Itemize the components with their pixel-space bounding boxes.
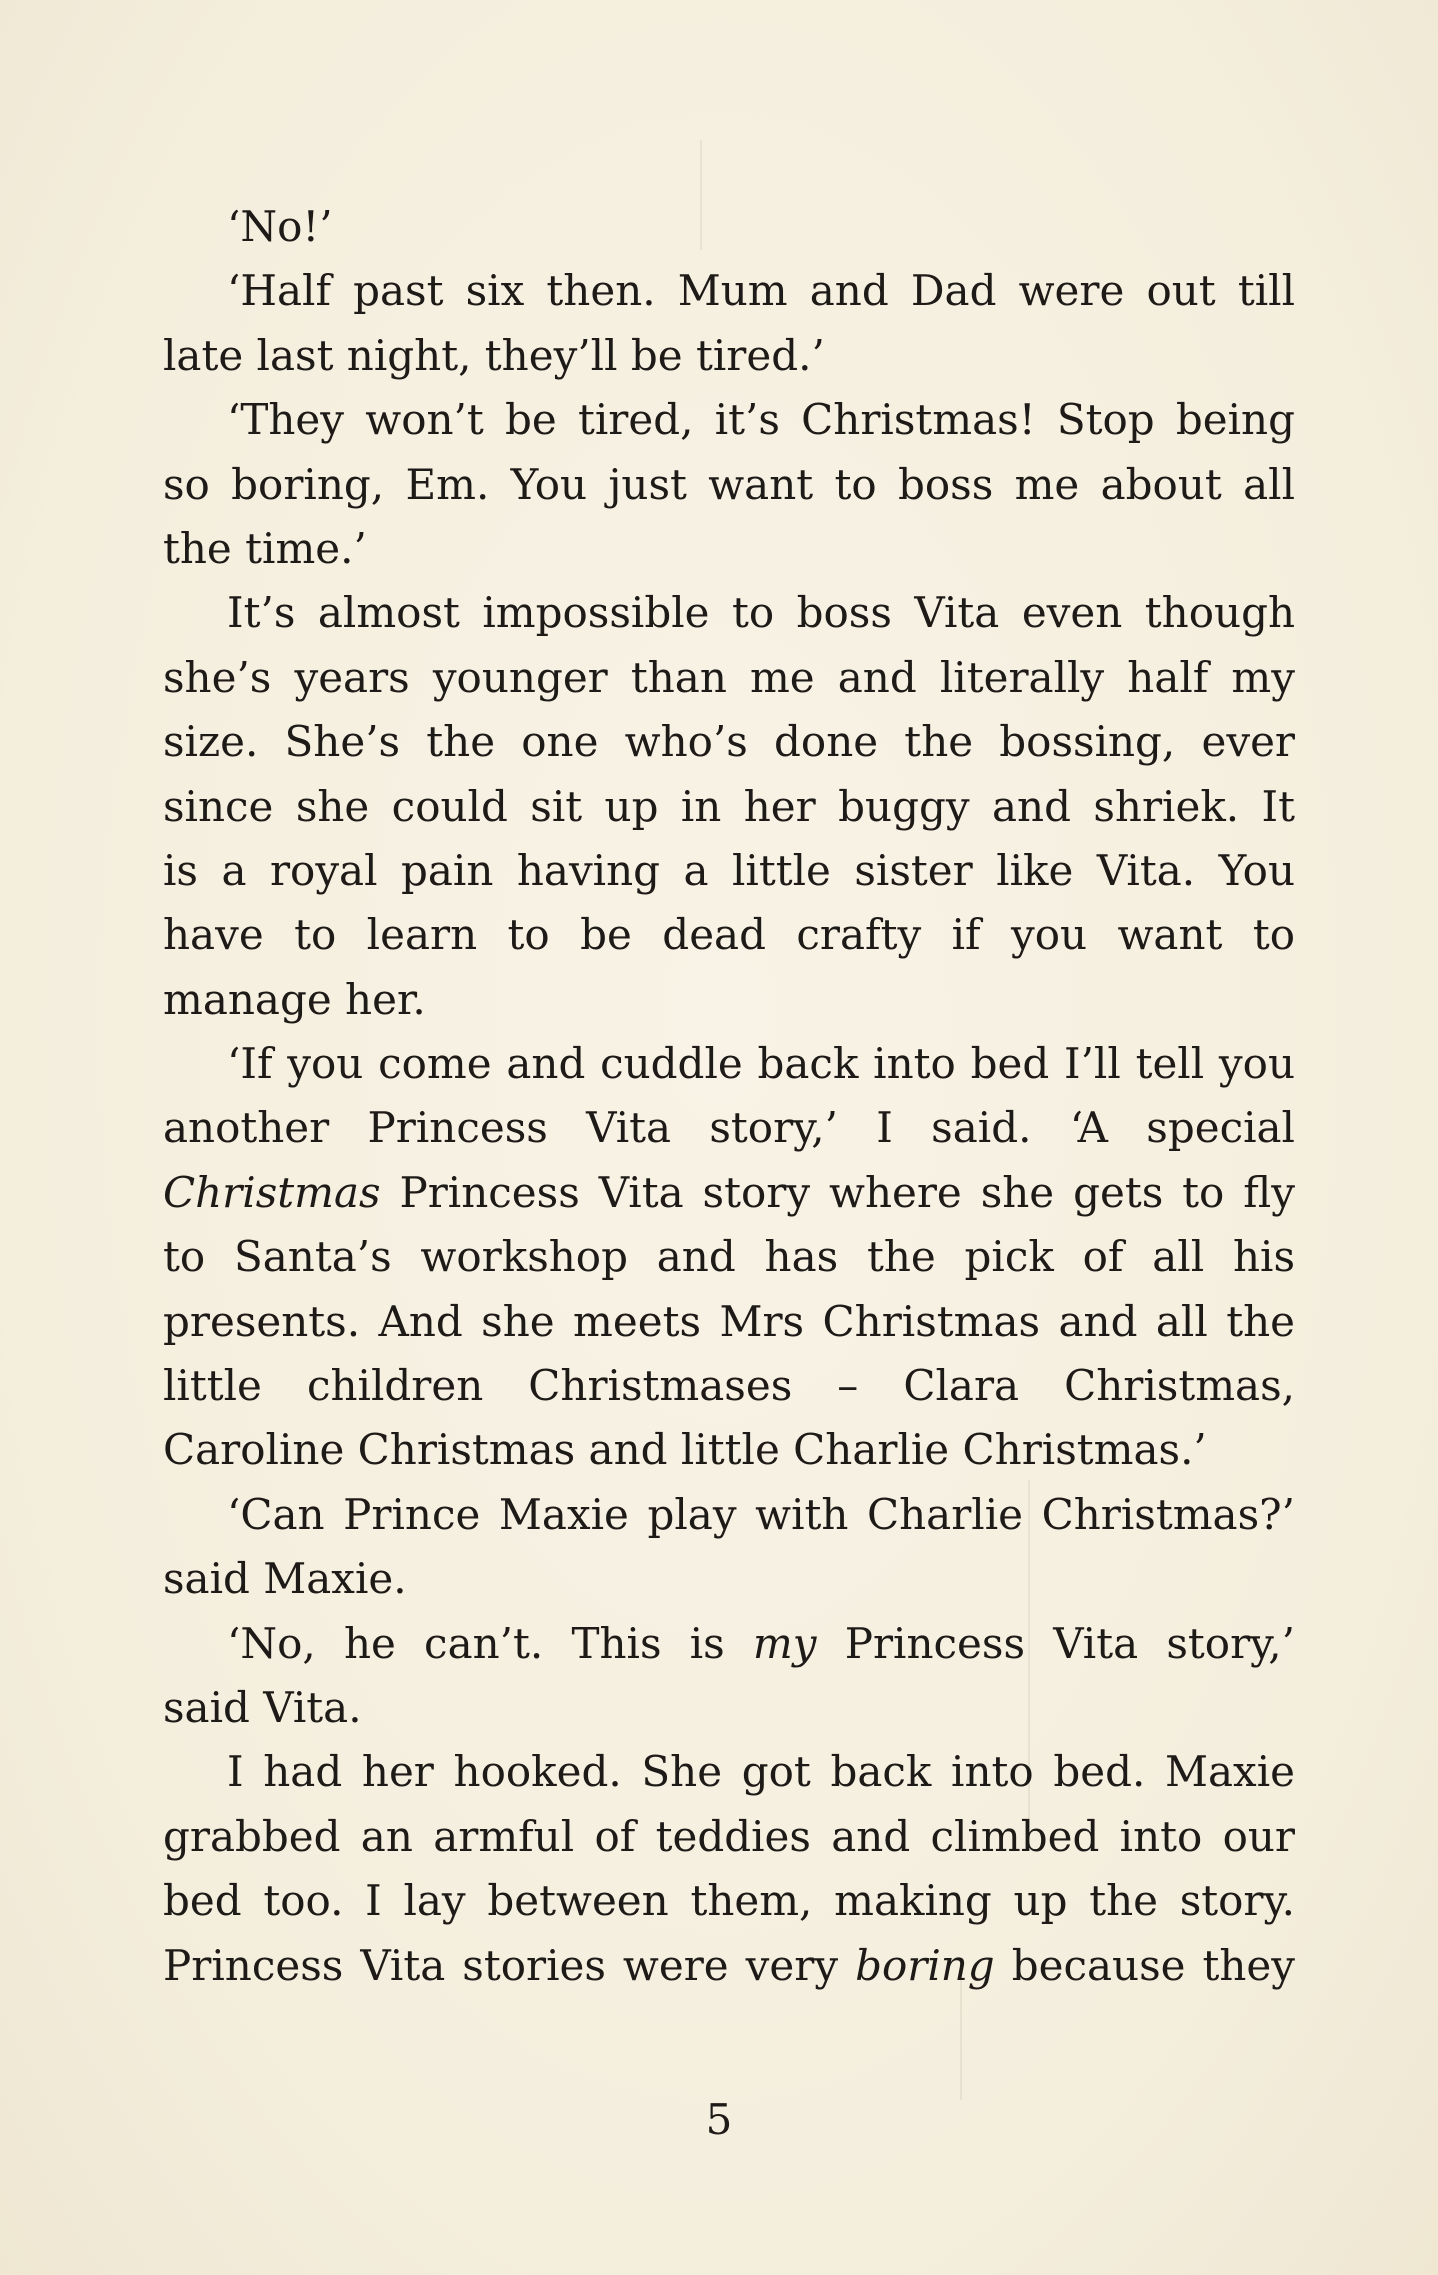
line-text: Princess Vita story where she gets to fly (380, 1167, 1295, 1217)
line-text: said Maxie. (163, 1554, 407, 1604)
text-line (163, 646, 1295, 710)
text-line (163, 968, 1295, 1032)
line-text: ‘No!’ (227, 202, 333, 251)
line-text: size. She’s the one who’s done the bossing, ever (163, 717, 1295, 767)
page-crease-mark (960, 1980, 962, 2100)
line-text: grabbed an armful of teddies and climbed into our (163, 1811, 1295, 1861)
text-line (163, 710, 1295, 774)
line-text: late last night, they’ll be tired.’ (163, 330, 825, 380)
text-line (163, 453, 1295, 517)
text-line (163, 839, 1295, 903)
line-text: Caroline Christmas and little Charlie Christmas.’ (163, 1425, 1207, 1475)
text-line (163, 388, 1295, 452)
text-line (163, 324, 1295, 388)
line-text: another Princess Vita story,’ I said. ‘A special (163, 1103, 1295, 1153)
text-line (163, 1161, 1295, 1225)
line-text: is a royal pain having a little sister like Vita. You (163, 845, 1295, 895)
text-line (163, 1354, 1295, 1418)
text-line (163, 1225, 1295, 1289)
text-line (163, 1032, 1295, 1096)
line-text: to Santa’s workshop and has the pick of all his (163, 1232, 1295, 1282)
line-text: ‘If you come and cuddle back into bed I’ll tell you (227, 1039, 1295, 1089)
line-text: the time.’ (163, 523, 367, 573)
text-line (163, 1290, 1295, 1354)
line-text: so boring, Em. You just want to boss me about all (163, 459, 1295, 509)
text-line (163, 1547, 1295, 1611)
text-line (163, 1934, 1295, 1998)
text-line (163, 903, 1295, 967)
line-text: I had her hooked. She got back into bed. Maxie (227, 1747, 1295, 1797)
line-text: ‘They won’t be tired, it’s Christmas! Stop being (227, 395, 1295, 445)
line-text: she’s years younger than me and literally half my (163, 652, 1295, 702)
text-line (163, 1869, 1295, 1933)
text-line (163, 775, 1295, 839)
line-text: presents. And she meets Mrs Christmas and all the (163, 1296, 1295, 1346)
line-text: said Vita. (163, 1682, 362, 1732)
italic-text: boring (855, 1940, 995, 1990)
text-line (163, 581, 1295, 645)
text-line (163, 517, 1295, 581)
text-line (163, 1740, 1295, 1804)
line-text: Princess Vita story,’ (816, 1618, 1296, 1668)
page-number: 5 (705, 2095, 733, 2144)
text-line (163, 1418, 1295, 1482)
line-text: because they (994, 1940, 1295, 1990)
line-text: since she could sit up in her buggy and shriek. It (163, 781, 1295, 831)
line-text: ‘Half past six then. Mum and Dad were out till (227, 266, 1295, 316)
line-text: manage her. (163, 974, 426, 1024)
line-text: Princess Vita stories were very (163, 1940, 856, 1990)
text-line (163, 1676, 1295, 1740)
italic-text: Christmas (163, 1167, 381, 1217)
text-line (163, 1483, 1295, 1547)
line-text: It’s almost impossible to boss Vita even though (227, 588, 1295, 638)
line-text: bed too. I lay between them, making up the story. (163, 1876, 1295, 1926)
body-text (163, 195, 1295, 1998)
line-text: little children Christmases – Clara Christmas, (163, 1361, 1295, 1411)
text-line (163, 1096, 1295, 1160)
text-line (163, 1612, 1295, 1676)
line-text: have to learn to be dead crafty if you want to (163, 910, 1295, 960)
line-text: ‘No, he can’t. This is (227, 1618, 753, 1668)
text-line (163, 259, 1295, 323)
text-line (163, 195, 1295, 259)
italic-text: my (752, 1618, 817, 1668)
text-line (163, 1805, 1295, 1869)
line-text: ‘Can Prince Maxie play with Charlie Christmas?’ (227, 1489, 1295, 1539)
